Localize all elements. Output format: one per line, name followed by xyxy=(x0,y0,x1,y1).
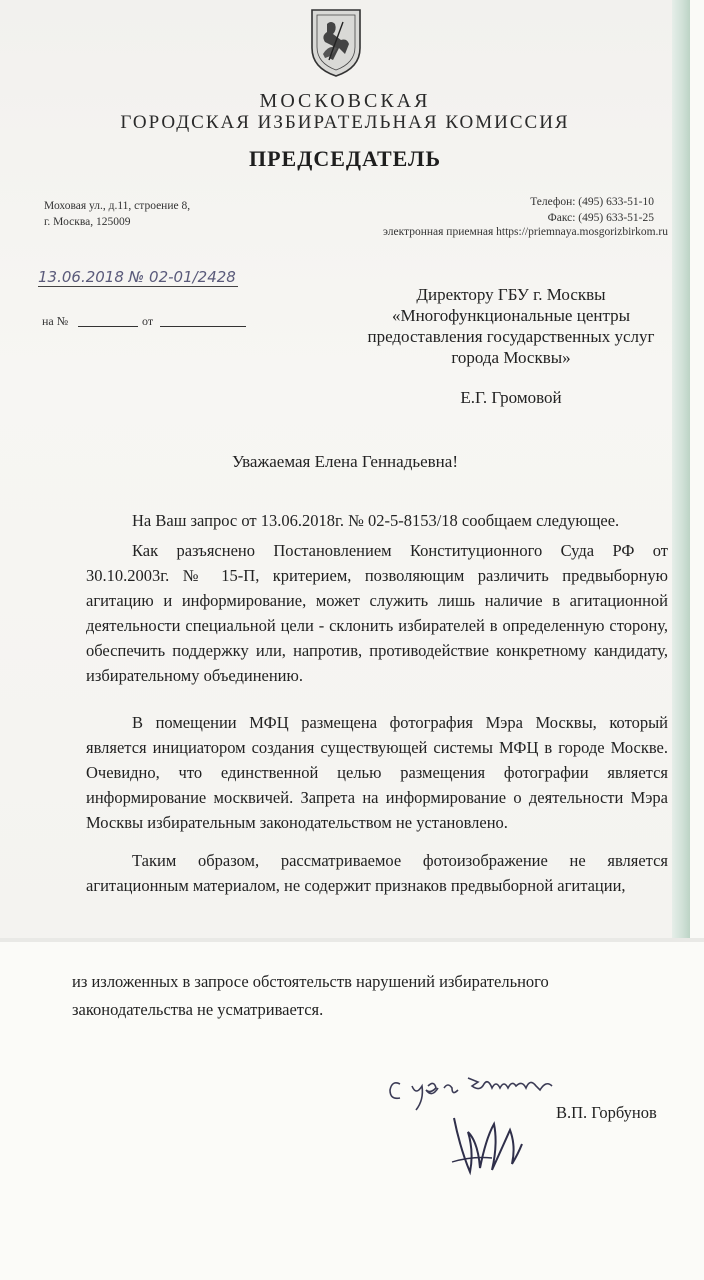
address-line1: Моховая ул., д.11, строение 8, xyxy=(44,200,191,212)
paragraph-text: Как разъяснено Постановлением Конституционного Суда РФ от 30.10.2003г. № 15-П, критерием, позволяющим различить предвыборную агитацию и информирование, может служить лишь наличие в агитационной деятельности специальной цели - склонить избирателей в определенную сторону, обеспечить поддержку или, напротив, противодействие конкретному кандидату, избирательному объединению. xyxy=(86,541,668,685)
phone-number: Телефон: (495) 633-51-10 xyxy=(530,196,654,208)
letterhead-title: ПРЕДСЕДАТЕЛЬ xyxy=(248,146,441,171)
reference-number-blank xyxy=(78,326,138,327)
addressee-line4: города Москвы» xyxy=(451,348,571,367)
paragraph-line-1: из изложенных в запросе обстоятельств нарушений избирательного xyxy=(72,972,549,991)
organization-name-line2: ГОРОДСКАЯ ИЗБИРАТЕЛЬНАЯ КОМИССИЯ xyxy=(120,112,570,133)
body-paragraph-3 xyxy=(86,710,668,841)
addressee-name: Е.Г. Громовой xyxy=(460,388,562,407)
reference-date-blank xyxy=(160,326,246,327)
addressee-line3: предоставления государственных услуг xyxy=(367,327,655,346)
body-paragraph-1 xyxy=(86,508,668,539)
body-paragraph-4 xyxy=(86,848,668,904)
fax-number: Факс: (495) 633-51-25 xyxy=(547,212,654,224)
signer-name: В.П. Горбунов xyxy=(556,1103,657,1122)
organization-name-line1: МОСКОВСКАЯ xyxy=(259,90,431,112)
registration-number-handwritten: 13.06.2018 № 02-01/2428 xyxy=(38,268,236,286)
addressee-line2: «Многофункциональные центры xyxy=(391,306,631,325)
moscow-coat-of-arms-icon xyxy=(309,8,363,78)
paragraph-text: На Ваш запрос от 13.06.2018г. № 02-5-8153/18 сообщаем следующее. xyxy=(132,511,620,530)
paragraph-text: Таким образом, рассматриваемое фотоизображение не является агитационным материалом, не содержит признаков предвыборной агитации, xyxy=(86,851,668,895)
reference-number-label: на № xyxy=(42,314,69,328)
paragraph-text: В помещении МФЦ размещена фотография Мэра Москвы, который является инициатором создания существующей системы МФЦ в городе Москве. Очевидно, что единственной целью размещения фотографии является информирование москвичей. Запрета на информирование о деятельности Мэра Москвы избирательным законодательством не установлено. xyxy=(86,713,668,832)
addressee-block xyxy=(356,284,666,408)
body-paragraph-2 xyxy=(86,538,668,694)
addressee-line1: Директору ГБУ г. Москвы xyxy=(416,285,606,304)
address-line2: г. Москва, 125009 xyxy=(44,216,131,228)
salutation: Уважаемая Елена Геннадьевна! xyxy=(232,452,458,471)
body-paragraph-5 xyxy=(72,968,670,1024)
web-reception: электронная приемная https://priemnaya.mosgorizbirkom.ru xyxy=(383,226,668,238)
signature xyxy=(448,1112,528,1182)
reference-date-label: от xyxy=(142,314,154,328)
paragraph-line-2: законодательства не усматривается. xyxy=(72,1000,324,1019)
closing-text: С уважением xyxy=(386,1114,392,1115)
